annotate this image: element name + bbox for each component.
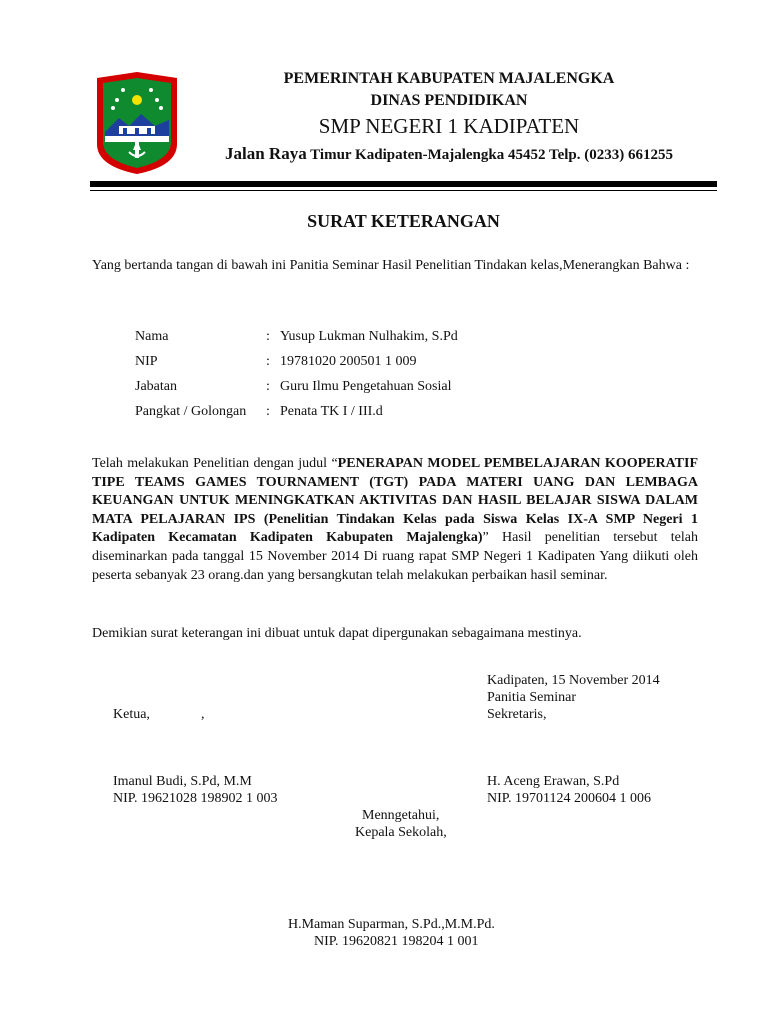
identity-separator: : <box>266 404 270 419</box>
identity-value: Guru Ilmu Pengetahuan Sosial <box>280 379 452 394</box>
research-statement-paragraph <box>92 455 698 585</box>
identity-label: NIP <box>135 354 158 369</box>
regency-emblem-logo <box>93 70 181 176</box>
address-street: Jalan Raya <box>224 144 307 163</box>
identity-row-position <box>135 379 458 404</box>
identity-label: Nama <box>135 329 169 344</box>
chair-role: Ketua, <box>113 707 150 722</box>
secretary-role: Sekretaris, <box>487 707 547 722</box>
identity-label: Pangkat / Golongan <box>135 404 247 419</box>
place-date: Kadipaten, 15 November 2014 <box>487 673 660 688</box>
statement-lead: Telah melakukan Penelitian dengan judul “ <box>92 456 338 471</box>
identity-label: Jabatan <box>135 379 177 394</box>
chair-nip: NIP. 19621028 198902 1 003 <box>113 791 278 806</box>
principal-name: H.Maman Suparman, S.Pd.,M.M.Pd. <box>288 917 495 932</box>
identity-separator: : <box>266 379 270 394</box>
committee-label: Panitia Seminar <box>487 690 577 705</box>
government-name: PEMERINTAH KABUPATEN MAJALENGKA <box>283 70 615 87</box>
department-name: DINAS PENDIDIKAN <box>370 92 528 109</box>
statement-rest: Hasil penelitian tersebut telah diseminarkan pada tanggal 15 November 2014 Di ruang rapat SMP Negeri 1 Kadipaten Yang diikuti oleh peserta sebanyak 23 orang.dan yang bersangkutan telah melakukan perbaikan hasil seminar. <box>92 530 698 583</box>
identity-row-name <box>135 329 458 354</box>
chair-name: Imanul Budi, S.Pd, M.M <box>113 774 252 789</box>
address-details: Timur Kadipaten-Majalengka 45452 Telp. (0233) 661255 <box>306 147 673 163</box>
secretary-name: H. Aceng Erawan, S.Pd <box>487 774 620 789</box>
school-name: SMP NEGERI 1 KADIPATEN <box>318 114 580 138</box>
acknowledgment-label: Menngetahui, <box>362 808 440 823</box>
identity-value: Yusup Lukman Nulhakim, S.Pd <box>280 329 458 344</box>
closing-paragraph: Demikian surat keterangan ini dibuat untuk dapat dipergunakan sebagaimana mestinya. <box>92 626 582 641</box>
identity-separator: : <box>266 354 270 369</box>
letterhead-divider-thin <box>90 190 717 191</box>
identity-value: Penata TK I / III.d <box>280 404 383 419</box>
school-address <box>196 144 702 164</box>
identity-separator: : <box>266 329 270 344</box>
closing-quote: ” <box>482 530 489 546</box>
research-title: PENERAPAN MODEL PEMBELAJARAN KOOPERATIF TIPE TEAMS GAMES TOURNAMENT (TGT) PADA MATERI UANG DAN LEMBAGA KEUANGAN UNTUK MENINGKATKAN AKTIVITAS DAN HASIL BELAJAR SISWA DALAM MATA PELAJARAN IPS (Penelitian Tindakan Kelas pada Siswa Kelas IX-A SMP Negeri 1 Kadipaten Kecamatan Kadipaten Kabupaten Majalengka) <box>92 456 698 546</box>
principal-role: Kepala Sekolah, <box>355 825 447 840</box>
chair-role-comma: , <box>201 707 205 722</box>
principal-nip: NIP. 19620821 198204 1 001 <box>314 934 479 949</box>
identity-row-nip <box>135 354 458 379</box>
identity-value: 19781020 200501 1 009 <box>280 354 417 369</box>
identity-row-rank <box>135 404 458 429</box>
letterhead-divider-thick <box>90 181 717 187</box>
identity-table <box>135 329 458 429</box>
document-title: SURAT KETERANGAN <box>307 211 500 231</box>
intro-paragraph: Yang bertanda tangan di bawah ini Panitia Seminar Hasil Penelitian Tindakan kelas,Menerangkan Bahwa : <box>92 258 690 273</box>
secretary-nip: NIP. 19701124 200604 1 006 <box>487 791 651 806</box>
